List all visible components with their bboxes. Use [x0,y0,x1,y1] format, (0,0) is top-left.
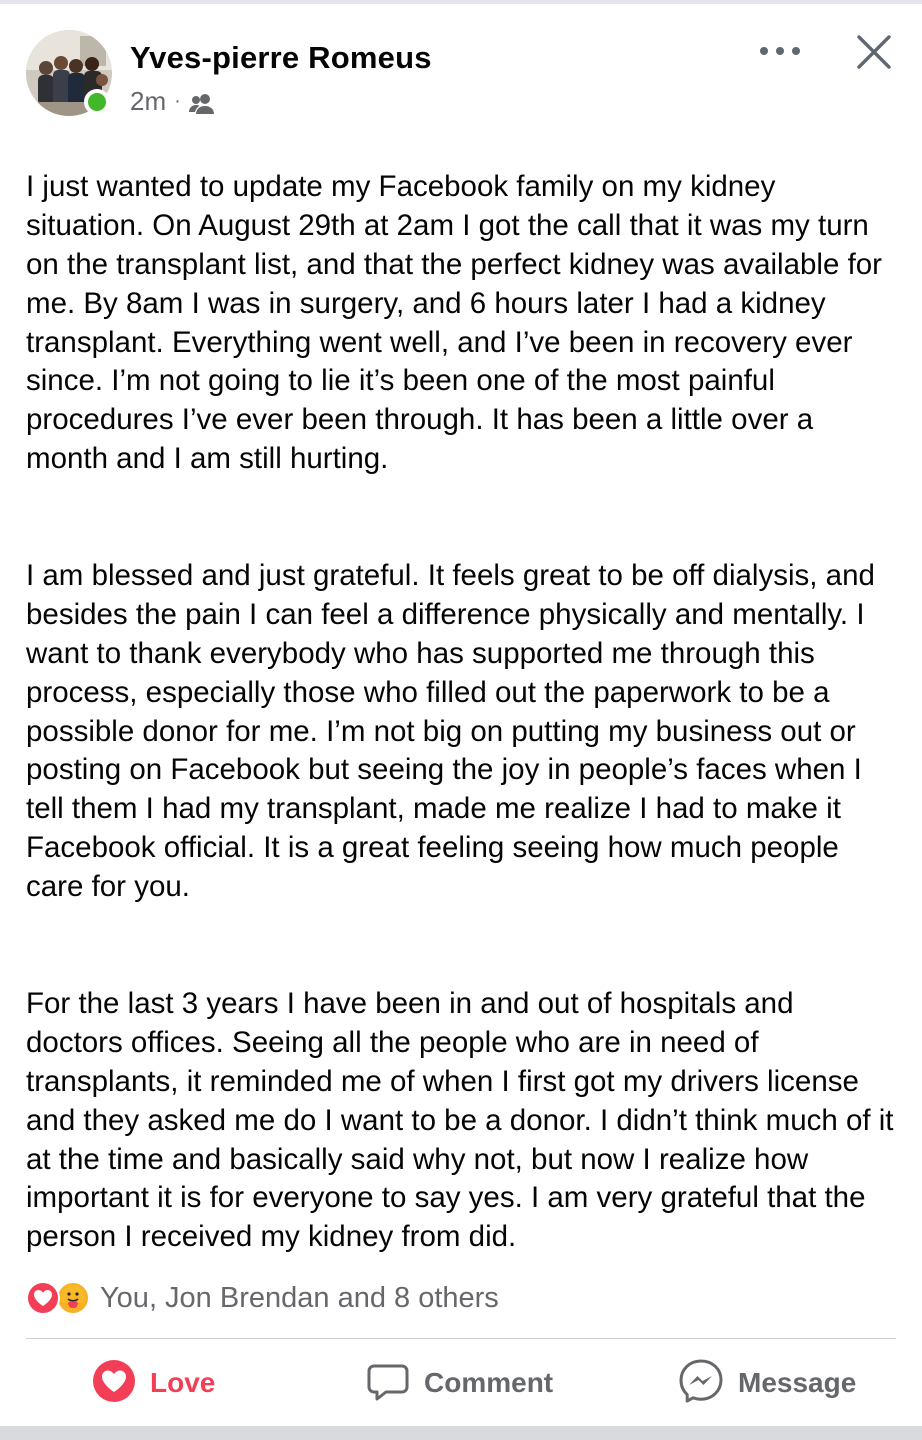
post-author-name[interactable]: Yves-pierre Romeus [130,40,432,75]
love-icon [92,1359,136,1408]
care-reaction-icon [56,1281,90,1315]
post-paragraph: I am blessed and just grateful. It feels great to be off dialysis, and besides the pain I can feel a difference physically and mentally. I want to thank everybody who has supported me through this process, especially those who filled out the paperwork to be a possible donor for me. I’m not big on putting my business out or posting on Facebook but seeing the joy in people’s faces when I tell them I had my transplant, made me realize I had to make it Facebook official. It is a great feeling seeing how much people care for you. [26,558,875,904]
reactions-summary-text[interactable]: You, Jon Brendan and 8 others [100,1281,499,1314]
close-icon[interactable] [856,34,892,70]
more-options-icon[interactable] [760,38,800,64]
top-edge [0,0,922,4]
messenger-icon [678,1358,724,1409]
comment-icon [366,1359,410,1408]
comment-button[interactable] [366,1352,553,1414]
love-label: Love [150,1367,216,1398]
meta-separator: · [174,90,181,112]
message-label: Message [738,1367,857,1398]
bottom-edge [0,1426,922,1440]
post-header [26,30,896,120]
comment-label: Comment [424,1367,554,1398]
friends-icon [188,91,216,113]
reactions-summary[interactable] [26,1278,499,1318]
online-status-indicator [84,89,110,115]
post-actions-bar [0,1352,922,1414]
message-button[interactable] [678,1352,856,1414]
love-button[interactable] [92,1352,215,1414]
post-paragraph: For the last 3 years I have been in and out of hospitals and doctors offices. Seeing all the people who are in need of transplants, it reminded me of when I first got my drivers license and they asked me do I want to be a donor. I didn’t think much of it at the time and basically said why not, but now I realize how important it is for everyone to say yes. I am very grateful that the person I received my kidney from did. [26,986,894,1254]
post-meta [130,86,216,117]
divider [26,1338,896,1339]
post-body [26,129,898,1296]
post-timestamp[interactable]: 2m [130,86,167,116]
post-paragraph: I just wanted to update my Facebook family on my kidney situation. On August 29th at 2am I got the call that it was my turn on the transplant list, and that the perfect kidney was available for me. By 8am I was in surgery, and 6 hours later I had a kidney transplant. Everything went well, and I’ve been in recovery ever since. I’m not going to lie it’s been one of the most painful procedures I’ve ever been through. It has been a little over a month and I am still hurting. [26,169,883,476]
love-reaction-icon [26,1281,60,1315]
